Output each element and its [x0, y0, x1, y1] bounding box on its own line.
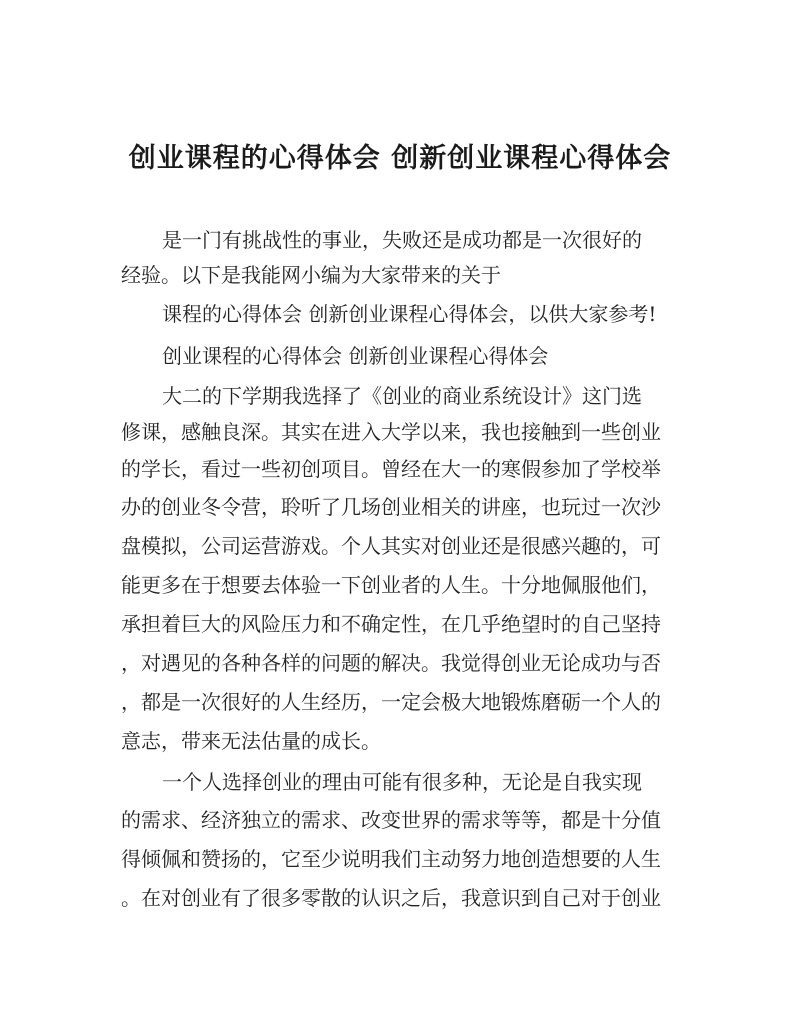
- paragraph-line: 是一门有挑战性的事业，失败还是成功都是一次很好的: [162, 228, 642, 252]
- paragraph-line: ，都是一次很好的人生经历，一定会极大地锻炼磨砺一个人的: [121, 690, 661, 714]
- document-title: 创业课程的心得体会 创新创业课程心得体会: [128, 143, 672, 174]
- paragraph-line: 修课，感触良深。其实在进入大学以来，我也接触到一些创业: [121, 420, 661, 444]
- paragraph-line: 能更多在于想要去体验一下创业者的人生。十分地佩服他们，: [121, 573, 661, 597]
- paragraph-line: 经验。以下是我能网小编为大家带来的关于: [121, 263, 501, 287]
- paragraph-line: 意志，带来无法估量的成长。: [121, 729, 381, 753]
- paragraph-line: 大二的下学期我选择了《创业的商业系统设计》这门选: [162, 384, 642, 408]
- paragraph-line: 课程的心得体会 创新创业课程心得体会，以供大家参考!: [162, 302, 657, 326]
- paragraph-line: 盘模拟，公司运营游戏。个人其实对创业还是很感兴趣的，可: [121, 534, 661, 558]
- paragraph-line: 。在对创业有了很多零散的认识之后，我意识到自己对于创业: [121, 886, 661, 910]
- paragraph-line: ，对遇见的各种各样的问题的解决。我觉得创业无论成功与否: [121, 651, 661, 675]
- paragraph-line: 承担着巨大的风险压力和不确定性，在几乎绝望时的自己坚持: [121, 612, 661, 636]
- paragraph-line: 一个人选择创业的理由可能有很多种，无论是自我实现: [162, 770, 642, 794]
- paragraph-line: 的需求、经济独立的需求、改变世界的需求等等，都是十分值: [121, 808, 661, 832]
- paragraph-line: 办的创业冬令营，聆听了几场创业相关的讲座，也玩过一次沙: [121, 495, 661, 519]
- paragraph-line: 创业课程的心得体会 创新创业课程心得体会: [162, 344, 549, 368]
- paragraph-line: 得倾佩和赞扬的，它至少说明我们主动努力地创造想要的人生: [121, 847, 661, 871]
- paragraph-line: 的学长，看过一些初创项目。曾经在大一的寒假参加了学校举: [121, 457, 661, 481]
